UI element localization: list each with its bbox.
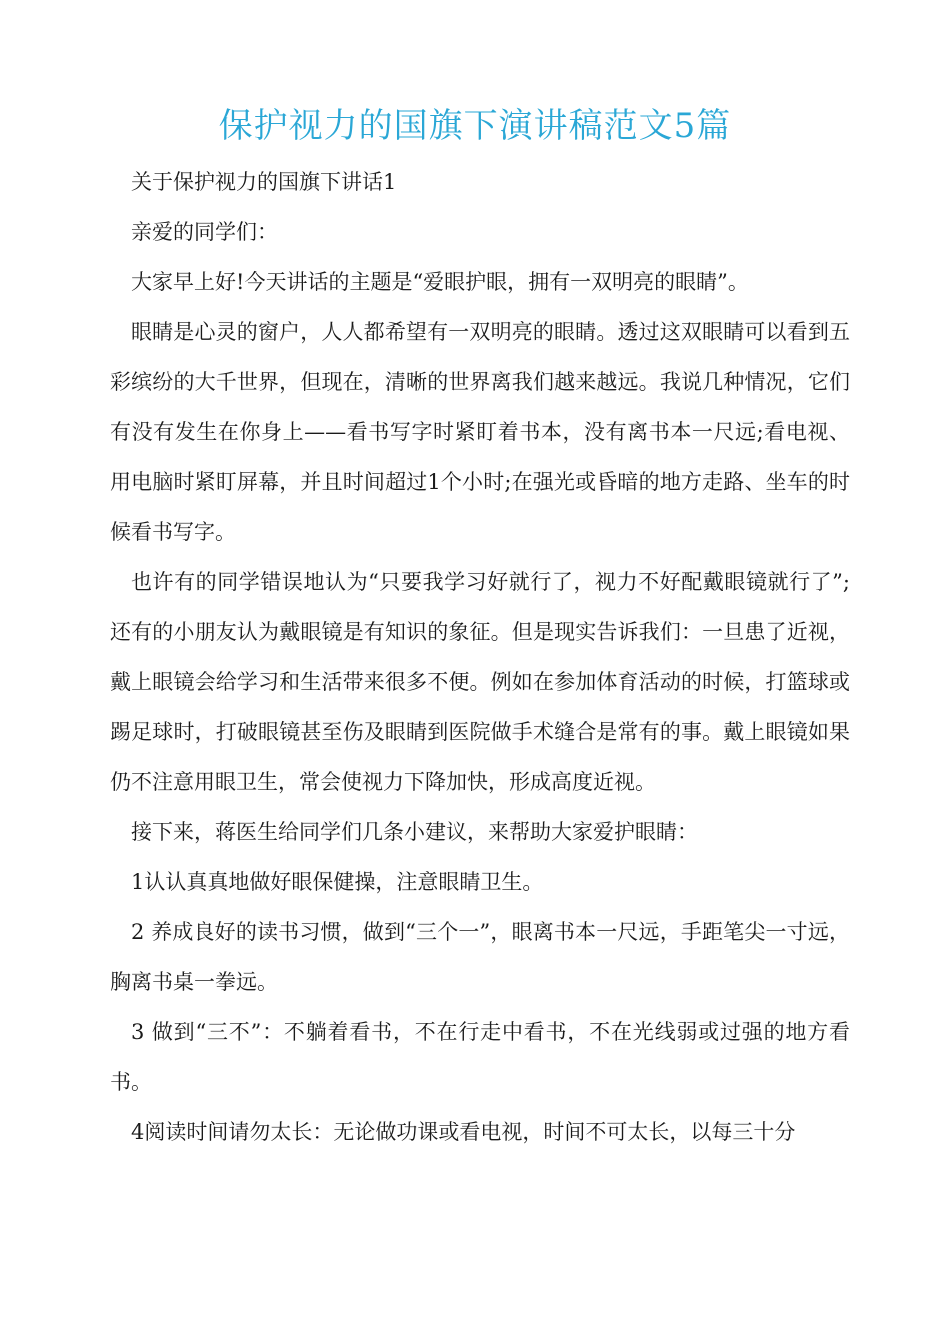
paragraph-eyes-window: 眼睛是心灵的窗户，人人都希望有一双明亮的眼睛。透过这双眼睛可以看到五彩缤纷的大千世界，但现在，清晰的世界离我们越来越远。我说几种情况，它们有没有发生在你身上——看书写字时紧盯着书本，没有离书本一尺远;看电视、用电脑时紧盯屏幕，并且时间超过1个小时;在强光或昏暗的地方走路、坐车的时候看书写字。	[110, 320, 850, 544]
suggestion-item-3: 3 做到“三不”：不躺着看书，不在行走中看书，不在光线弱或过强的地方看书。	[110, 1020, 850, 1094]
paragraph-greeting: 大家早上好!今天讲话的主题是“爱眼护眼，拥有一双明亮的眼睛”。	[131, 270, 749, 294]
section-heading: 关于保护视力的国旗下讲话1	[131, 170, 397, 194]
suggestion-item-4: 4阅读时间请勿太长：无论做功课或看电视，时间不可太长，以每三十分	[131, 1120, 796, 1144]
paragraph-glasses-misconception: 也许有的同学错误地认为“只要我学习好就行了，视力不好配戴眼镜就行了”;还有的小朋友认为戴眼镜是有知识的象征。但是现实告诉我们：一旦患了近视，戴上眼镜会给学习和生活带来很多不便。例如在参加体育活动的时候，打篮球或踢足球时，打破眼镜甚至伤及眼睛到医院做手术缝合是常有的事。戴上眼镜如果仍不注意用眼卫生，常会使视力下降加快，形成高度近视。	[110, 570, 850, 794]
document-body	[110, 157, 850, 1157]
suggestion-item-1: 1认认真真地做好眼保健操，注意眼睛卫生。	[131, 870, 544, 894]
paragraph-suggestions-intro: 接下来，蒋医生给同学们几条小建议，来帮助大家爱护眼睛：	[131, 820, 698, 844]
document-title: 保护视力的国旗下演讲稿范文5篇	[218, 106, 732, 146]
suggestion-item-2: 2 养成良好的读书习惯，做到“三个一”，眼离书本一尺远，手距笔尖一寸远，胸离书桌一拳远。	[110, 920, 850, 994]
salutation: 亲爱的同学们：	[131, 220, 278, 244]
